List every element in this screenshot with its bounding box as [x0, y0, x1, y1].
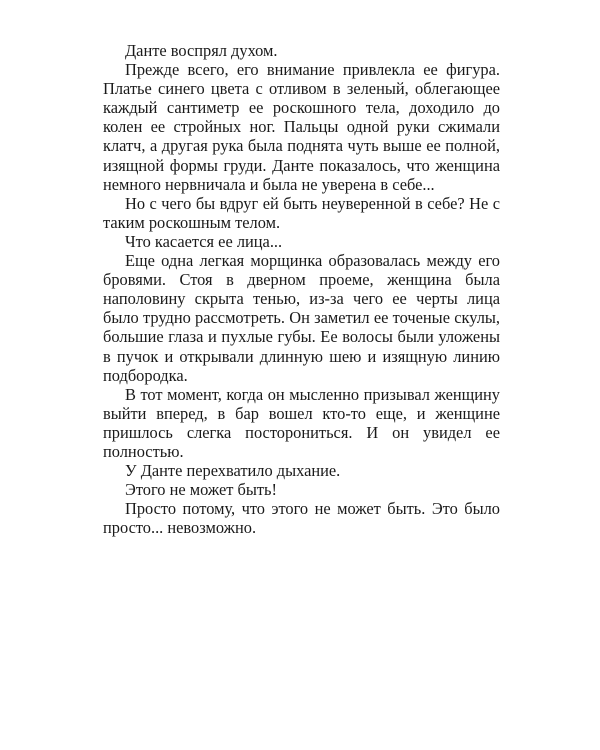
paragraph-7: У Данте перехватило дыхание. — [125, 461, 341, 481]
body-text — [103, 41, 500, 537]
paragraph-9: Просто потому, что этого не может быть. Это было просто... невозможно. — [103, 499, 500, 538]
paragraph-4: Что касается ее лица... — [125, 231, 283, 251]
paragraph-1: Данте воспрял духом. — [125, 41, 278, 60]
paragraph-8: Этого не может быть! — [125, 480, 277, 500]
paragraph-5: Еще одна легкая морщинка образовалась между его бровями. Стоя в дверном проеме, женщина была наполовину скрыта тенью, из-за чего ее черты лица было трудно рассмотреть. Он заметил ее точеные скулы, большие глаза и пухлые губы. Ее волосы были уложены в пучок и открывали длинную шею и изящную линию подбородка. — [103, 251, 500, 385]
paragraph-3: Но с чего бы вдруг ей быть неуверенной в себе? Не с таким роскошным телом. — [103, 193, 500, 232]
paragraph-2: Прежде всего, его внимание привлекла ее фигура. Платье синего цвета с отливом в зеленый, облегающее каждый сантиметр ее роскошного тела, доходило до колен ее стройных ног. Пальцы одной руки сжимали клатч, а другая рука была поднята чуть выше ее полной, изящной формы груди. Данте показалось, что женщина немного нервничала и была не уверена в себе... — [103, 60, 500, 194]
paragraph-6: В тот момент, когда он мысленно призывал женщину выйти вперед, в бар вошел кто-то еще, и женщине пришлось слегка посторониться. И он увидел ее полностью. — [103, 384, 500, 461]
